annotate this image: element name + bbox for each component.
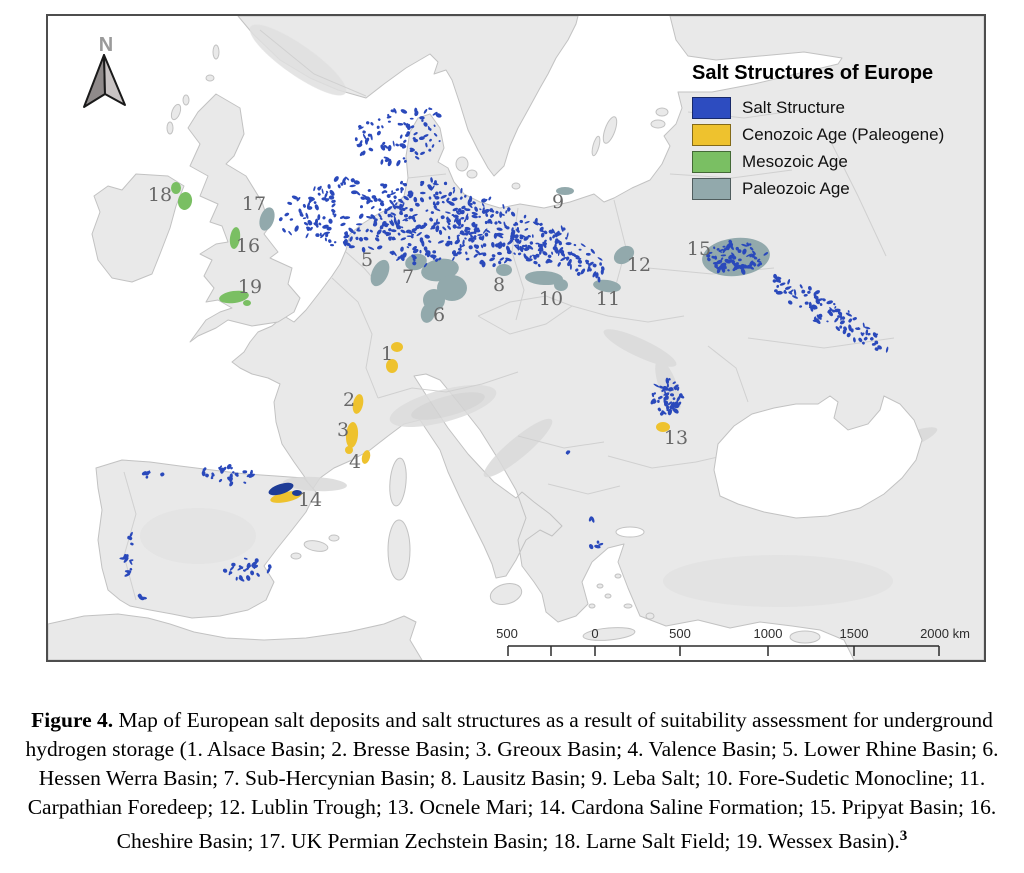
basin-number-11: 11	[595, 288, 621, 310]
sea-of-marmara	[616, 527, 644, 537]
figure-footnote-ref: 3	[899, 827, 908, 844]
basin-number-4: 4	[348, 451, 362, 473]
map-legend	[692, 62, 978, 205]
basin-number-12: 12	[626, 254, 652, 276]
cenozoic-swatch	[692, 124, 731, 146]
figure-caption	[6, 706, 1018, 856]
scale-label-1500: 1500	[839, 626, 869, 641]
figure-caption-text: Map of European salt deposits and salt structures as a result of suitability assessment for underground hydrogen storage (1. Alsace Basin; 2. Bresse Basin; 3. Greoux Basin; 4. Valence Basin; 5. Lower Rhine Basin; 6. Hessen Werra Basin; 7. Sub-Hercynian Basin; 8. Lausitz Basin; 9. Leba Salt; 10. Fore-Sudetic Monocline; 11. Carpathian Foredeep; 12. Lublin Trough; 13. Ocnele Mari; 14. Cardona Saline Formation; 15. Pripyat Basin; 16. Cheshire Basin; 17. UK Permian Zechstein Basin; 18. Larne Salt Field; 19. Wessex Basin).	[25, 707, 999, 853]
scale-label-500: 500	[496, 626, 518, 641]
legend-item-paleozoic	[692, 178, 978, 199]
north-arrow-label: N	[98, 34, 114, 56]
legend-item-mesozoic	[692, 151, 978, 172]
basin-number-9: 9	[551, 191, 565, 213]
basin-number-1: 1	[380, 343, 394, 365]
basin-number-19: 19	[237, 276, 263, 298]
basin-patch-wessex	[243, 300, 251, 306]
legend-item-label: Salt Structure	[742, 97, 845, 117]
paleozoic-swatch	[692, 178, 731, 200]
north-arrow-icon	[78, 34, 134, 116]
basin-number-13: 13	[663, 427, 689, 449]
scale-label-1000: 1000	[753, 626, 783, 641]
mesozoic-swatch	[692, 151, 731, 173]
basin-number-16: 16	[235, 235, 261, 257]
basin-number-7: 7	[401, 266, 415, 288]
map-frame	[46, 14, 986, 662]
salt-structure-swatch	[692, 97, 731, 119]
basin-number-3: 3	[336, 419, 350, 441]
figure-caption-label: Figure 4.	[31, 707, 114, 732]
basin-number-8: 8	[492, 274, 506, 296]
scale-label-2000-km: 2000 km	[920, 626, 970, 641]
legend-title: Salt Structures of Europe	[692, 62, 934, 84]
basin-number-5: 5	[360, 249, 374, 271]
north-africa-land	[48, 614, 422, 660]
basin-number-17: 17	[241, 193, 267, 215]
basin-number-6: 6	[432, 304, 446, 326]
legend-item-label: Mesozoic Age	[742, 151, 848, 171]
scale-label-500: 500	[669, 626, 691, 641]
legend-item-label: Cenozoic Age (Paleogene)	[742, 124, 945, 144]
basin-patch-larne	[171, 182, 181, 194]
scale-label-0: 0	[591, 626, 599, 641]
legend-item-salt-structure	[692, 97, 978, 118]
basin-number-10: 10	[538, 288, 564, 310]
basin-number-18: 18	[147, 184, 173, 206]
basin-number-15: 15	[686, 238, 712, 260]
basin-number-14: 14	[297, 489, 323, 511]
legend-item-label: Paleozoic Age	[742, 178, 850, 198]
basin-number-2: 2	[342, 389, 356, 411]
north-arrow	[78, 34, 134, 116]
legend-item-cenozoic	[692, 124, 978, 145]
